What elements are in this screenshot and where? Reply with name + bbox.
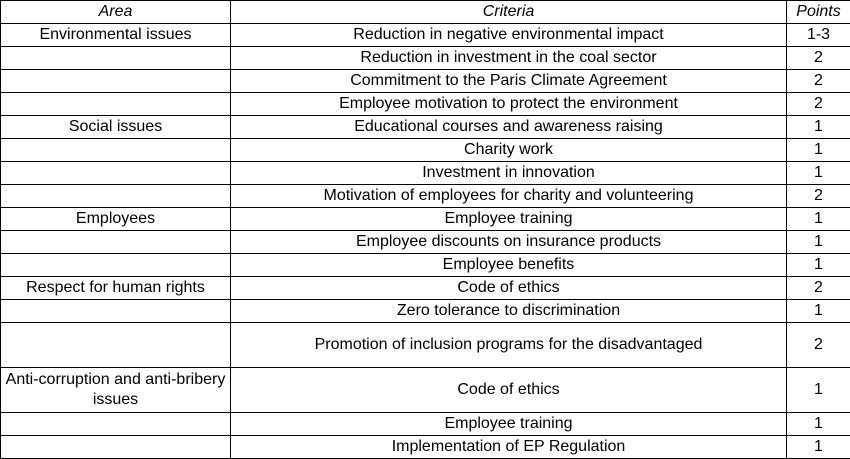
criteria-cell: Employee training	[231, 413, 787, 436]
criteria-cell: Implementation of EP Regulation	[231, 436, 787, 459]
header-row	[1, 1, 850, 24]
points-cell: 1	[787, 231, 850, 254]
header-points: Points	[787, 1, 850, 24]
table-row	[1, 254, 850, 277]
criteria-cell: Educational courses and awareness raising	[231, 116, 787, 139]
table-row	[1, 93, 850, 116]
area-cell	[1, 300, 231, 323]
points-cell: 1	[787, 116, 850, 139]
area-cell	[1, 254, 231, 277]
area-cell	[1, 323, 231, 368]
area-cell: Employees	[1, 208, 231, 231]
area-cell	[1, 70, 231, 93]
table-row	[1, 368, 850, 413]
points-cell: 1	[787, 368, 850, 413]
criteria-cell: Code of ethics	[231, 368, 787, 413]
points-cell: 1	[787, 436, 850, 459]
points-cell: 1	[787, 208, 850, 231]
table-row	[1, 413, 850, 436]
table-row	[1, 323, 850, 368]
criteria-cell: Employee training	[231, 208, 787, 231]
criteria-cell: Commitment to the Paris Climate Agreement	[231, 70, 787, 93]
area-cell: Environmental issues	[1, 24, 231, 47]
area-cell: Social issues	[1, 116, 231, 139]
area-cell: Respect for human rights	[1, 277, 231, 300]
criteria-cell: Reduction in investment in the coal sector	[231, 47, 787, 70]
criteria-cell: Promotion of inclusion programs for the disadvantaged	[231, 323, 787, 368]
table-row	[1, 300, 850, 323]
table-row	[1, 116, 850, 139]
table-row	[1, 185, 850, 208]
area-cell	[1, 231, 231, 254]
criteria-cell: Employee discounts on insurance products	[231, 231, 787, 254]
table-row	[1, 139, 850, 162]
table-row	[1, 24, 850, 47]
points-cell: 2	[787, 93, 850, 116]
area-cell: Anti-corruption and anti-bribery issues	[1, 368, 231, 413]
points-cell: 1	[787, 254, 850, 277]
area-cell	[1, 47, 231, 70]
area-cell	[1, 93, 231, 116]
criteria-cell: Investment in innovation	[231, 162, 787, 185]
table-row	[1, 436, 850, 459]
header-area: Area	[1, 1, 231, 24]
area-cell	[1, 139, 231, 162]
table-row	[1, 47, 850, 70]
points-cell: 2	[787, 323, 850, 368]
header-criteria: Criteria	[231, 1, 787, 24]
points-cell: 1	[787, 413, 850, 436]
points-cell: 2	[787, 70, 850, 93]
points-cell: 2	[787, 185, 850, 208]
table-row	[1, 70, 850, 93]
points-cell: 1	[787, 139, 850, 162]
criteria-cell: Reduction in negative environmental impact	[231, 24, 787, 47]
table-row	[1, 208, 850, 231]
points-cell: 1	[787, 162, 850, 185]
points-cell: 1	[787, 300, 850, 323]
table-row	[1, 231, 850, 254]
criteria-cell: Employee benefits	[231, 254, 787, 277]
criteria-cell: Motivation of employees for charity and volunteering	[231, 185, 787, 208]
area-cell	[1, 162, 231, 185]
area-cell	[1, 413, 231, 436]
points-cell: 2	[787, 277, 850, 300]
table-row	[1, 162, 850, 185]
points-cell: 2	[787, 47, 850, 70]
area-cell	[1, 436, 231, 459]
criteria-cell: Charity work	[231, 139, 787, 162]
criteria-cell: Code of ethics	[231, 277, 787, 300]
area-cell	[1, 185, 231, 208]
criteria-cell: Zero tolerance to discrimination	[231, 300, 787, 323]
table-row	[1, 277, 850, 300]
criteria-cell: Employee motivation to protect the environment	[231, 93, 787, 116]
points-cell: 1-3	[787, 24, 850, 47]
